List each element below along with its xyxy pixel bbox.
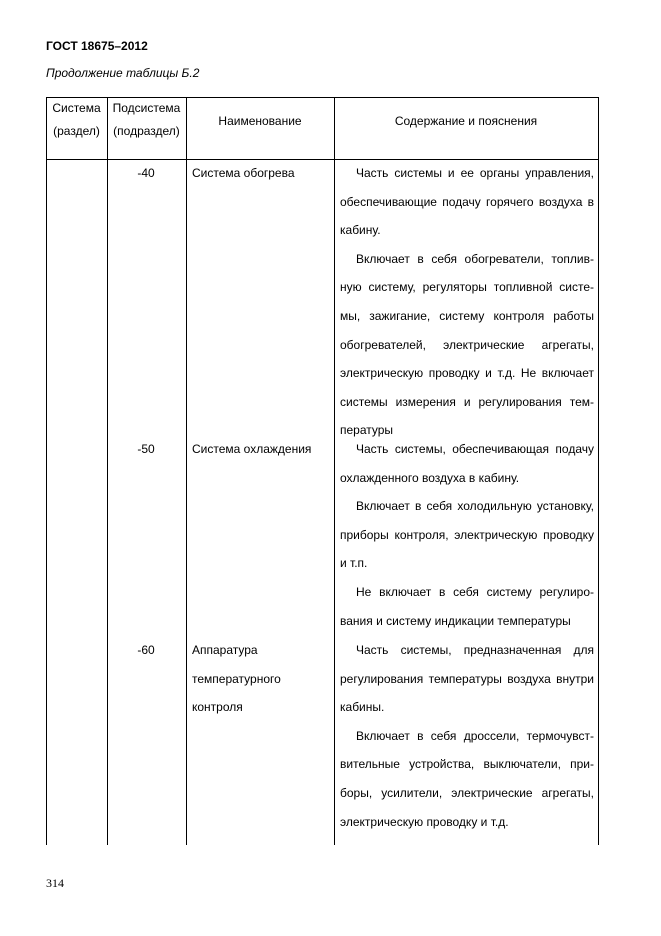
subsystem-description bbox=[340, 636, 594, 836]
table-caption: Продолжение таблицы Б.2 bbox=[46, 66, 200, 80]
column-divider bbox=[334, 97, 335, 845]
subsystem-name: Система обогрева bbox=[192, 166, 295, 180]
column-divider bbox=[186, 97, 187, 845]
subsystem-description bbox=[340, 159, 594, 445]
description-paragraph: Часть системы, предназначенная для регулирования температуры воздуха внутри кабины. bbox=[340, 643, 594, 715]
header-subsystem bbox=[107, 97, 186, 159]
subsystem-description bbox=[340, 435, 594, 635]
description-paragraph: Часть системы, обеспечивающая подачу охлажденного воздуха в кабину. bbox=[340, 442, 594, 485]
header-description-label: Содержание и пояснения bbox=[394, 114, 538, 128]
column-divider bbox=[46, 97, 47, 845]
subsystem-code: -50 bbox=[137, 442, 155, 456]
subsystem-code: -60 bbox=[137, 643, 155, 657]
description-paragraph: Часть системы и ее органы управления, обеспечивающие подачу горячего воздуха в кабину. bbox=[340, 166, 594, 238]
header-system-line1: Система bbox=[52, 101, 101, 115]
description-paragraph: Включает в себя холодильную установку, приборы контроля, электрическую проводку и т.п. bbox=[340, 499, 594, 571]
description-paragraph: Не включает в себя систему регулирования и систему индикации температуры bbox=[340, 584, 594, 628]
header-name-label: Наименование bbox=[218, 114, 302, 128]
header-name bbox=[186, 97, 334, 159]
subsystem-name: Аппаратура температурного контроля bbox=[192, 643, 281, 715]
page-number: 314 bbox=[46, 876, 64, 890]
header-subsystem-line1: Подсистема bbox=[112, 101, 181, 115]
header-description bbox=[334, 97, 598, 159]
description-paragraph: Включает в себя обогреватели, топливную систему, регуляторы топливной системы, зажигание, систему контроля работы обогревателей, электрические агрегаты, электрическую проводку и т.д. Не включает системы измерения и регулирования температуры bbox=[340, 251, 594, 438]
header-system-line2: (раздел) bbox=[53, 124, 100, 138]
column-divider bbox=[107, 97, 108, 845]
description-paragraph: Включает в себя дроссели, термочувствительные устройства, выключатели, приборы, усилители, электрические агрегаты, электрическую проводку и т.д. bbox=[340, 728, 594, 829]
column-divider bbox=[598, 97, 599, 845]
header-system bbox=[46, 97, 107, 159]
subsystem-code: -40 bbox=[137, 166, 155, 180]
classification-table bbox=[46, 97, 598, 845]
subsystem-name: Система охлаждения bbox=[192, 442, 312, 456]
document-code: ГОСТ 18675–2012 bbox=[46, 39, 148, 53]
header-subsystem-line2: (подраздел) bbox=[113, 124, 180, 138]
